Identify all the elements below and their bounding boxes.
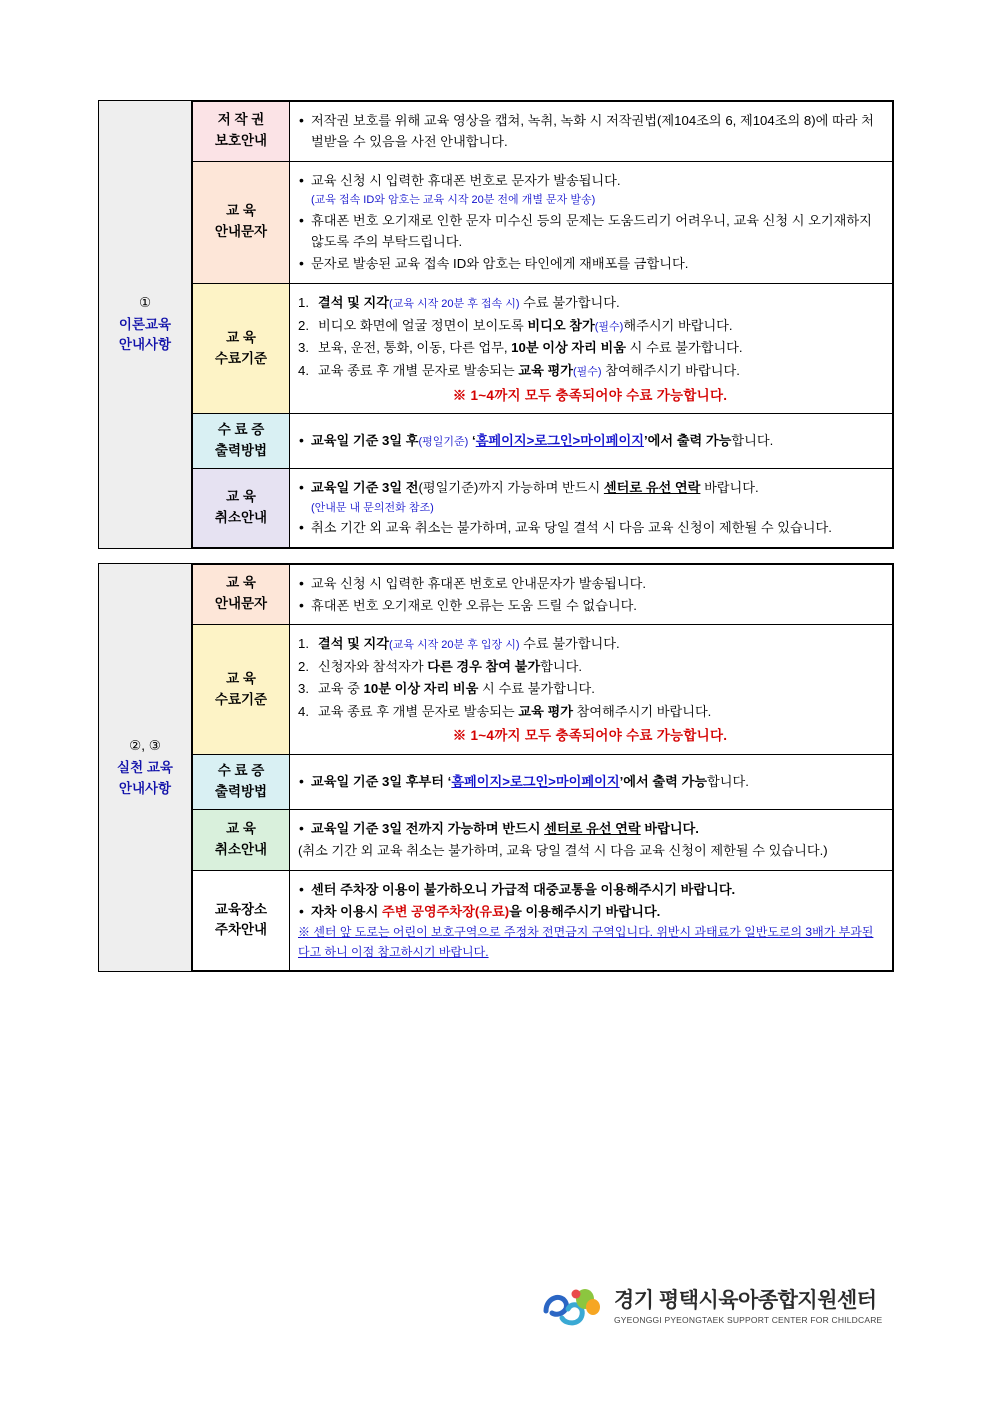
list-text: 비디오 화면에 얼굴 정면이 보이도록 비디오 참가(필수)해주시기 바랍니다.	[318, 317, 733, 333]
row-header	[193, 469, 290, 547]
table-row	[193, 625, 893, 755]
row-header-line1: 수 료 증	[217, 422, 265, 438]
row-header-line1: 교육장소	[214, 901, 268, 917]
bullet-line: • 문자로 발송된 교육 접속 ID와 암호는 타인에게 재배포를 금합니다.	[298, 253, 882, 274]
table-row	[193, 283, 893, 414]
row-header-line1: 저 작 권	[217, 112, 265, 128]
row-content	[290, 564, 893, 625]
row-content	[290, 755, 893, 810]
list-number: 2.	[298, 659, 309, 675]
row-content	[290, 283, 893, 414]
row-header-line2: 취소안내	[214, 509, 268, 525]
logo-subtitle: GYEONGGI PYEONGTAEK SUPPORT CENTER FOR CHILDCARE	[614, 1315, 883, 1326]
list-number: 1.	[298, 636, 309, 652]
table-row	[193, 809, 893, 870]
list-text: 결석 및 지각(교육 시작 20분 후 입장 시) 수료 불가합니다.	[318, 636, 620, 652]
footer-logo	[540, 1285, 882, 1329]
numbered-line	[298, 656, 882, 677]
row-content	[290, 809, 893, 870]
row-header-line1: 교 육	[226, 670, 256, 686]
list-number: 2.	[298, 317, 309, 333]
center-logo-icon	[540, 1285, 604, 1329]
section-inner-table	[192, 101, 893, 548]
section-row	[99, 563, 894, 972]
list-number: 3.	[298, 681, 309, 697]
row-header-line1: 교 육	[226, 488, 256, 504]
numbered-line	[298, 315, 882, 337]
row-header	[193, 102, 290, 162]
section-label-line1: 이론교육	[118, 317, 172, 333]
row-header	[193, 870, 290, 971]
row-header-line2: 주차안내	[214, 922, 268, 938]
table-row	[193, 469, 893, 547]
row-header-line1: 교 육	[226, 820, 256, 836]
row-content	[290, 102, 893, 162]
row-header-line2: 출력방법	[214, 783, 268, 799]
bullet-line: • 교육일 기준 3일 전(평일기준)까지 가능하며 반드시 센터로 유선 연락 바랍니다.	[298, 477, 882, 498]
list-text: 교육 중 10분 이상 자리 비움 시 수료 불가합니다.	[318, 681, 595, 697]
row-header-line1: 교 육	[226, 329, 256, 345]
section-row	[99, 101, 894, 549]
numbered-line	[298, 633, 882, 655]
section-label-line1: 실천 교육	[117, 760, 173, 776]
table-row	[193, 102, 893, 162]
guidance-table	[98, 100, 894, 972]
list-text: 신청자와 참석자가 다른 경우 참여 불가합니다.	[318, 659, 583, 675]
row-header-line2: 안내문자	[214, 596, 268, 612]
row-content	[290, 870, 893, 971]
warning-note: ※ 센터 앞 도로는 어린이 보호구역으로 주정차 전면금지 구역입니다. 위반시 과태료가 일반도로의 3배가 부과된다고 하니 이점 참고하시기 바랍니다.	[298, 925, 874, 959]
list-number: 4.	[298, 703, 309, 719]
text-line: (취소 기간 외 교육 취소는 불가하며, 교육 당일 결석 시 다음 교육 신청이 제한될 수 있습니다.)	[298, 843, 828, 859]
section-label-line2: 안내사항	[118, 780, 172, 796]
table-row	[193, 161, 893, 283]
section-body	[192, 563, 894, 972]
logo-name: 경기 평택시육아종합지원센터	[614, 1288, 877, 1312]
section-body	[192, 101, 894, 549]
numbered-line	[298, 292, 882, 314]
numbered-line	[298, 337, 882, 358]
row-header	[193, 755, 290, 810]
row-header-line1: 교 육	[226, 575, 256, 591]
row-header-line2: 안내문자	[214, 224, 268, 240]
section-label	[99, 101, 192, 549]
list-number: 1.	[298, 294, 309, 310]
row-content	[290, 161, 893, 283]
table-row	[193, 755, 893, 810]
requirement-note: ※ 1~4까지 모두 충족되어야 수료 가능합니다.	[452, 387, 728, 403]
bullet-line: • 자차 이용시 주변 공영주차장(유료)을 이용해주시기 바랍니다.	[298, 901, 882, 922]
section-marker: ①	[138, 294, 152, 310]
section-spacer	[99, 548, 894, 563]
numbered-line	[298, 360, 882, 382]
bullet-line: • 저작권 보호를 위해 교육 영상을 캡쳐, 녹취, 녹화 시 저작권법(제104조의 6, 제104조의 8)에 따라 처벌받을 수 있음을 사전 안내합니다.	[298, 110, 882, 153]
row-header	[193, 161, 290, 283]
row-content	[290, 414, 893, 469]
requirement-note: ※ 1~4까지 모두 충족되어야 수료 가능합니다.	[452, 728, 728, 744]
row-header-line2: 수료기준	[214, 691, 268, 707]
row-header	[193, 625, 290, 755]
list-number: 4.	[298, 362, 309, 378]
list-number: 3.	[298, 340, 309, 356]
bullet-line: • 교육일 기준 3일 후(평일기준) ‘홈페이지>로그인>마이페이지’에서 출력 가능합니다.	[298, 430, 882, 452]
list-text: 결석 및 지각(교육 시작 20분 후 접속 시) 수료 불가합니다.	[318, 294, 620, 310]
bullet-line: • 교육 신청 시 입력한 휴대폰 번호로 안내문자가 발송됩니다.	[298, 573, 882, 594]
row-header	[193, 283, 290, 414]
table-row	[193, 414, 893, 469]
section-label-line2: 안내사항	[118, 337, 172, 353]
bullet-line: • 취소 기간 외 교육 취소는 불가하며, 교육 당일 결석 시 다음 교육 신청이 제한될 수 있습니다.	[298, 517, 882, 538]
numbered-line	[298, 678, 882, 699]
table-row	[193, 870, 893, 971]
section-marker: ②, ③	[129, 738, 161, 754]
row-header	[193, 414, 290, 469]
row-header-line1: 교 육	[226, 203, 256, 219]
bullet-line: • 교육 신청 시 입력한 휴대폰 번호로 문자가 발송됩니다.	[298, 170, 882, 191]
bullet-line: • 휴대폰 번호 오기재로 인한 문자 미수신 등의 문제는 도움드리기 어려우니, 교육 신청 시 오기재하지 않도록 주의 부탁드립니다.	[298, 210, 882, 253]
bullet-line: • 휴대폰 번호 오기재로 인한 오류는 도움 드릴 수 없습니다.	[298, 595, 882, 616]
row-header	[193, 809, 290, 870]
row-content	[290, 469, 893, 547]
row-header-line2: 출력방법	[214, 443, 268, 459]
list-text: 교육 종료 후 개별 문자로 발송되는 교육 평가(필수) 참여해주시기 바랍니다.	[318, 362, 740, 378]
row-content	[290, 625, 893, 755]
bullet-line: • 센터 주차장 이용이 불가하오니 가급적 대중교통을 이용해주시기 바랍니다.	[298, 879, 882, 900]
numbered-line	[298, 701, 882, 722]
row-header-line2: 취소안내	[214, 841, 268, 857]
row-header-line1: 수 료 증	[217, 763, 265, 779]
list-text: 보육, 운전, 통화, 이동, 다른 업무, 10분 이상 자리 비움 시 수료 불가합니다.	[318, 340, 743, 356]
sub-note: (교육 접속 ID와 암호는 교육 시작 20분 전에 개별 문자 발송)	[311, 194, 596, 207]
row-header	[193, 564, 290, 625]
row-header-line2: 보호안내	[214, 133, 268, 149]
list-text: 교육 종료 후 개별 문자로 발송되는 교육 평가 참여해주시기 바랍니다.	[318, 703, 712, 719]
table-row	[193, 564, 893, 625]
section-label	[99, 563, 192, 972]
bullet-line: • 교육일 기준 3일 전까지 가능하며 반드시 센터로 유선 연락 바랍니다.	[298, 818, 882, 839]
sub-note: (안내문 내 문의전화 참조)	[311, 501, 434, 514]
section-inner-table	[192, 564, 893, 972]
row-header-line2: 수료기준	[214, 350, 268, 366]
bullet-line: • 교육일 기준 3일 후부터 ‘홈페이지>로그인>마이페이지’에서 출력 가능합니다.	[298, 771, 882, 792]
